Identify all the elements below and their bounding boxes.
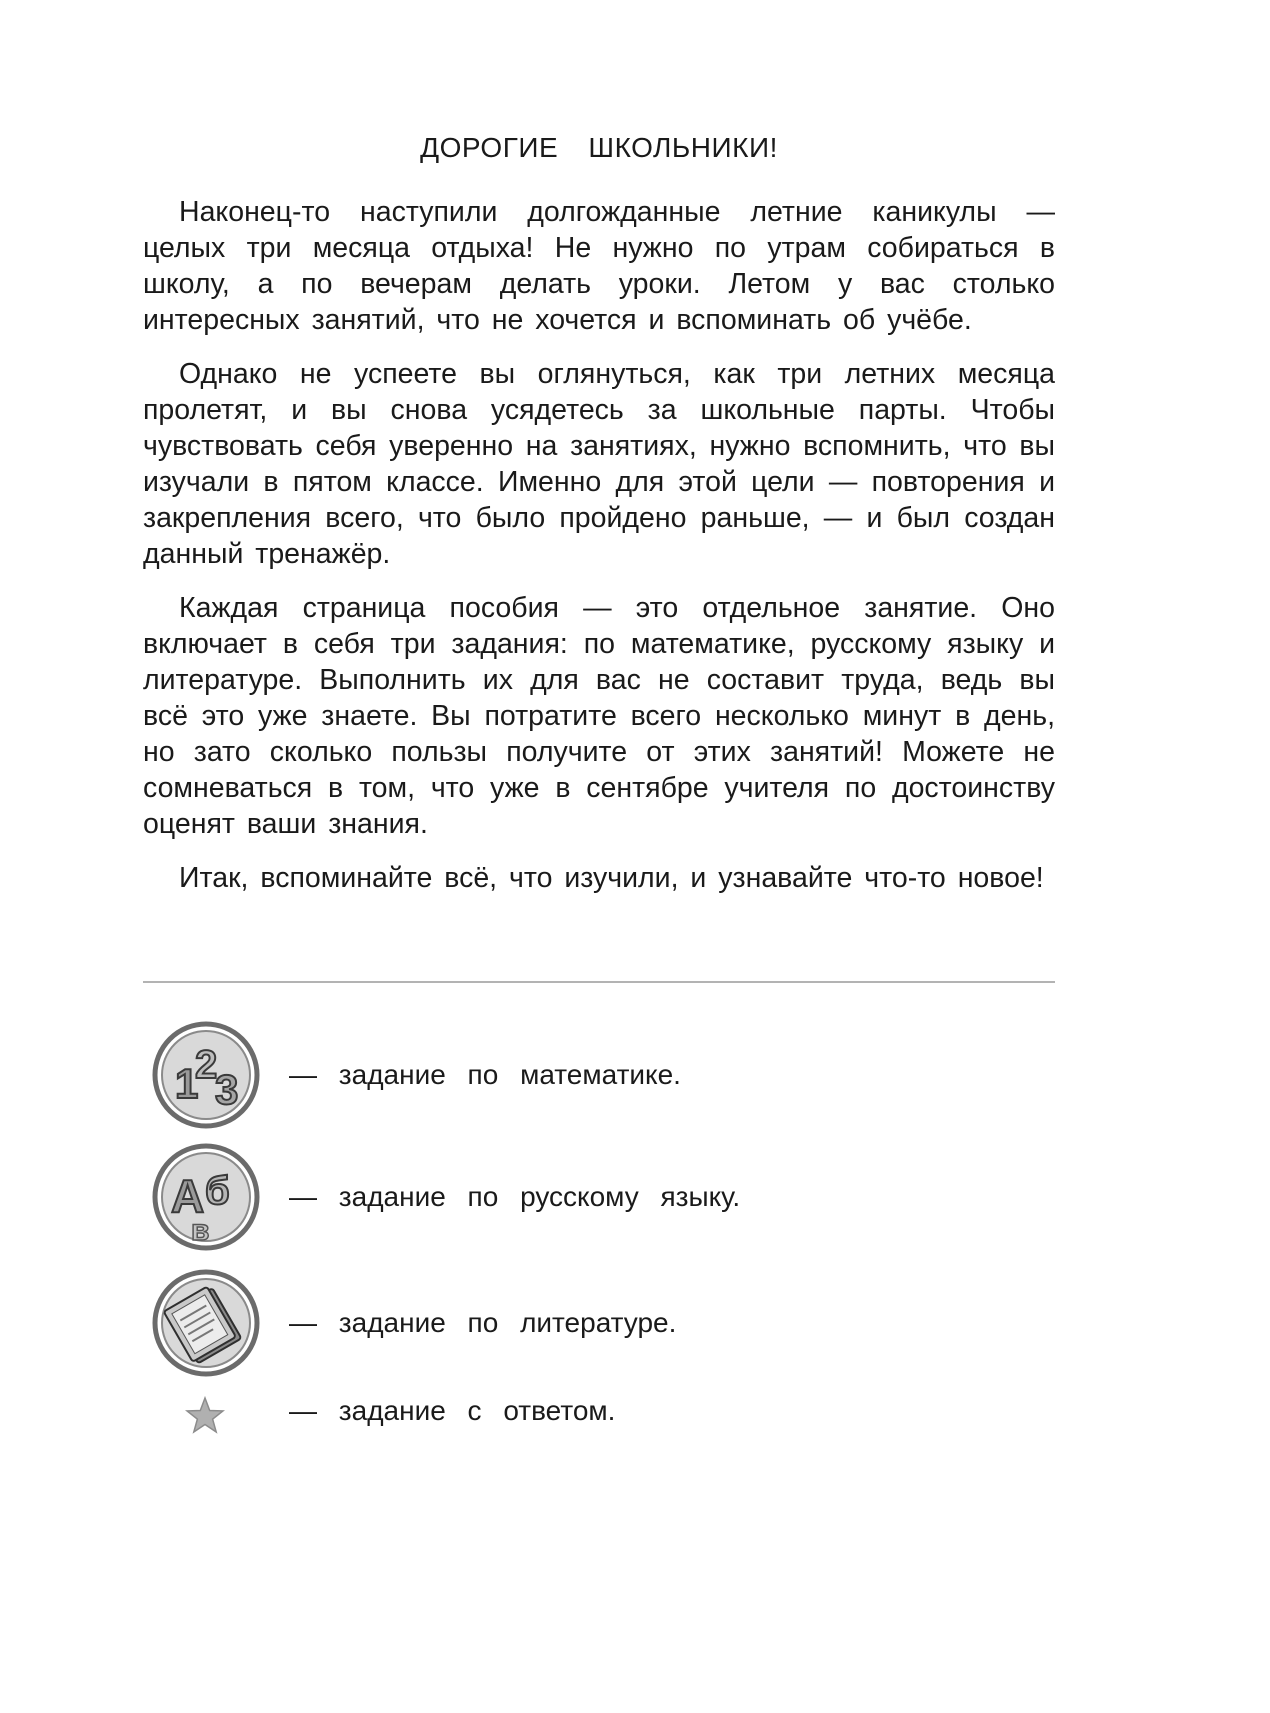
- russian-abv-icon: [151, 1142, 261, 1257]
- page-title: ДОРОГИЕ ШКОЛЬНИКИ!: [420, 132, 778, 163]
- paragraph-1: Наконец-то наступили долгожданные летние каникулы — целых три месяца отдыха! Не нужно по утрам собираться в школу, а по вечерам делать уроки. Летом у вас столько интересных занятий, что не хочется и вспоминать об учёбе.: [143, 196, 1055, 336]
- book-icon: [151, 1268, 261, 1383]
- legend-label-russian: — задание по русскому языку.: [289, 1181, 741, 1212]
- divider: [143, 981, 1055, 983]
- russian-icon-letter-a: А: [171, 1170, 205, 1222]
- legend-label-math: — задание по математике.: [289, 1059, 681, 1090]
- math-icon-digit-1: 1: [175, 1060, 199, 1107]
- math-icon-digit-3: 3: [215, 1066, 239, 1113]
- paragraph-2: Однако не успеете вы оглянуться, как три летних месяца пролетят, и вы снова усядетесь за школьные парты. Чтобы чувствовать себя уверенно на занятиях, нужно вспомнить, что вы изучали в пятом классе. Именно для этой цели — повторения и закрепления всего, что было пройдено раньше, — и был создан данный тренажёр.: [143, 358, 1055, 570]
- paragraph-3: Каждая страница пособия — это отдельное занятие. Оно включает в себя три задания: по математике, русскому языку и литературе. Выполнить их для вас не составит труда, ведь вы всё это уже знаете. Вы потратите всего несколько минут в день, но зато сколько пользы получите от этих занятий! Можете не сомневаться в том, что уже в сентябре учителя по достоинству оценят ваши знания.: [143, 592, 1055, 840]
- russian-icon-letter-v: в: [191, 1214, 210, 1247]
- legend-label-literature: — задание по литературе.: [289, 1307, 677, 1338]
- star-icon: [185, 1396, 225, 1441]
- intro-text: [143, 194, 1055, 914]
- legend: [143, 1020, 1055, 1440]
- math-123-icon: [151, 1020, 261, 1135]
- math-icon-digit-2: 2: [195, 1043, 218, 1087]
- paragraph-4: Итак, вспоминайте всё, что изучили, и узнавайте что-то новое!: [179, 862, 1044, 894]
- legend-label-answer: — задание с ответом.: [289, 1395, 616, 1426]
- russian-icon-letter-b: б: [205, 1169, 230, 1213]
